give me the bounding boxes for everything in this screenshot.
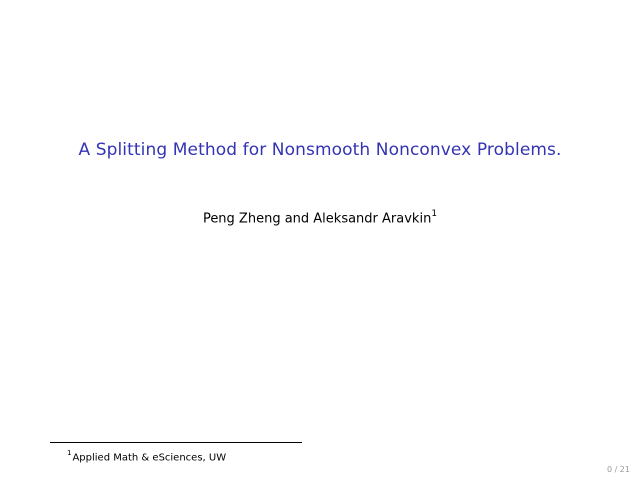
footnote-text: Applied Math & eSciences, UW xyxy=(72,452,227,464)
author-footnote-mark: 1 xyxy=(431,209,438,219)
footnote-mark: 1 xyxy=(67,449,72,457)
footnote xyxy=(67,450,226,463)
slide-title: A Splitting Method for Nonsmooth Nonconvex Problems. xyxy=(78,140,562,160)
author-names: Peng Zheng and Aleksandr Aravkin xyxy=(202,211,432,227)
author-line xyxy=(0,210,640,226)
footnote-divider xyxy=(50,442,302,443)
page-number: 0 / 21 xyxy=(606,465,630,474)
